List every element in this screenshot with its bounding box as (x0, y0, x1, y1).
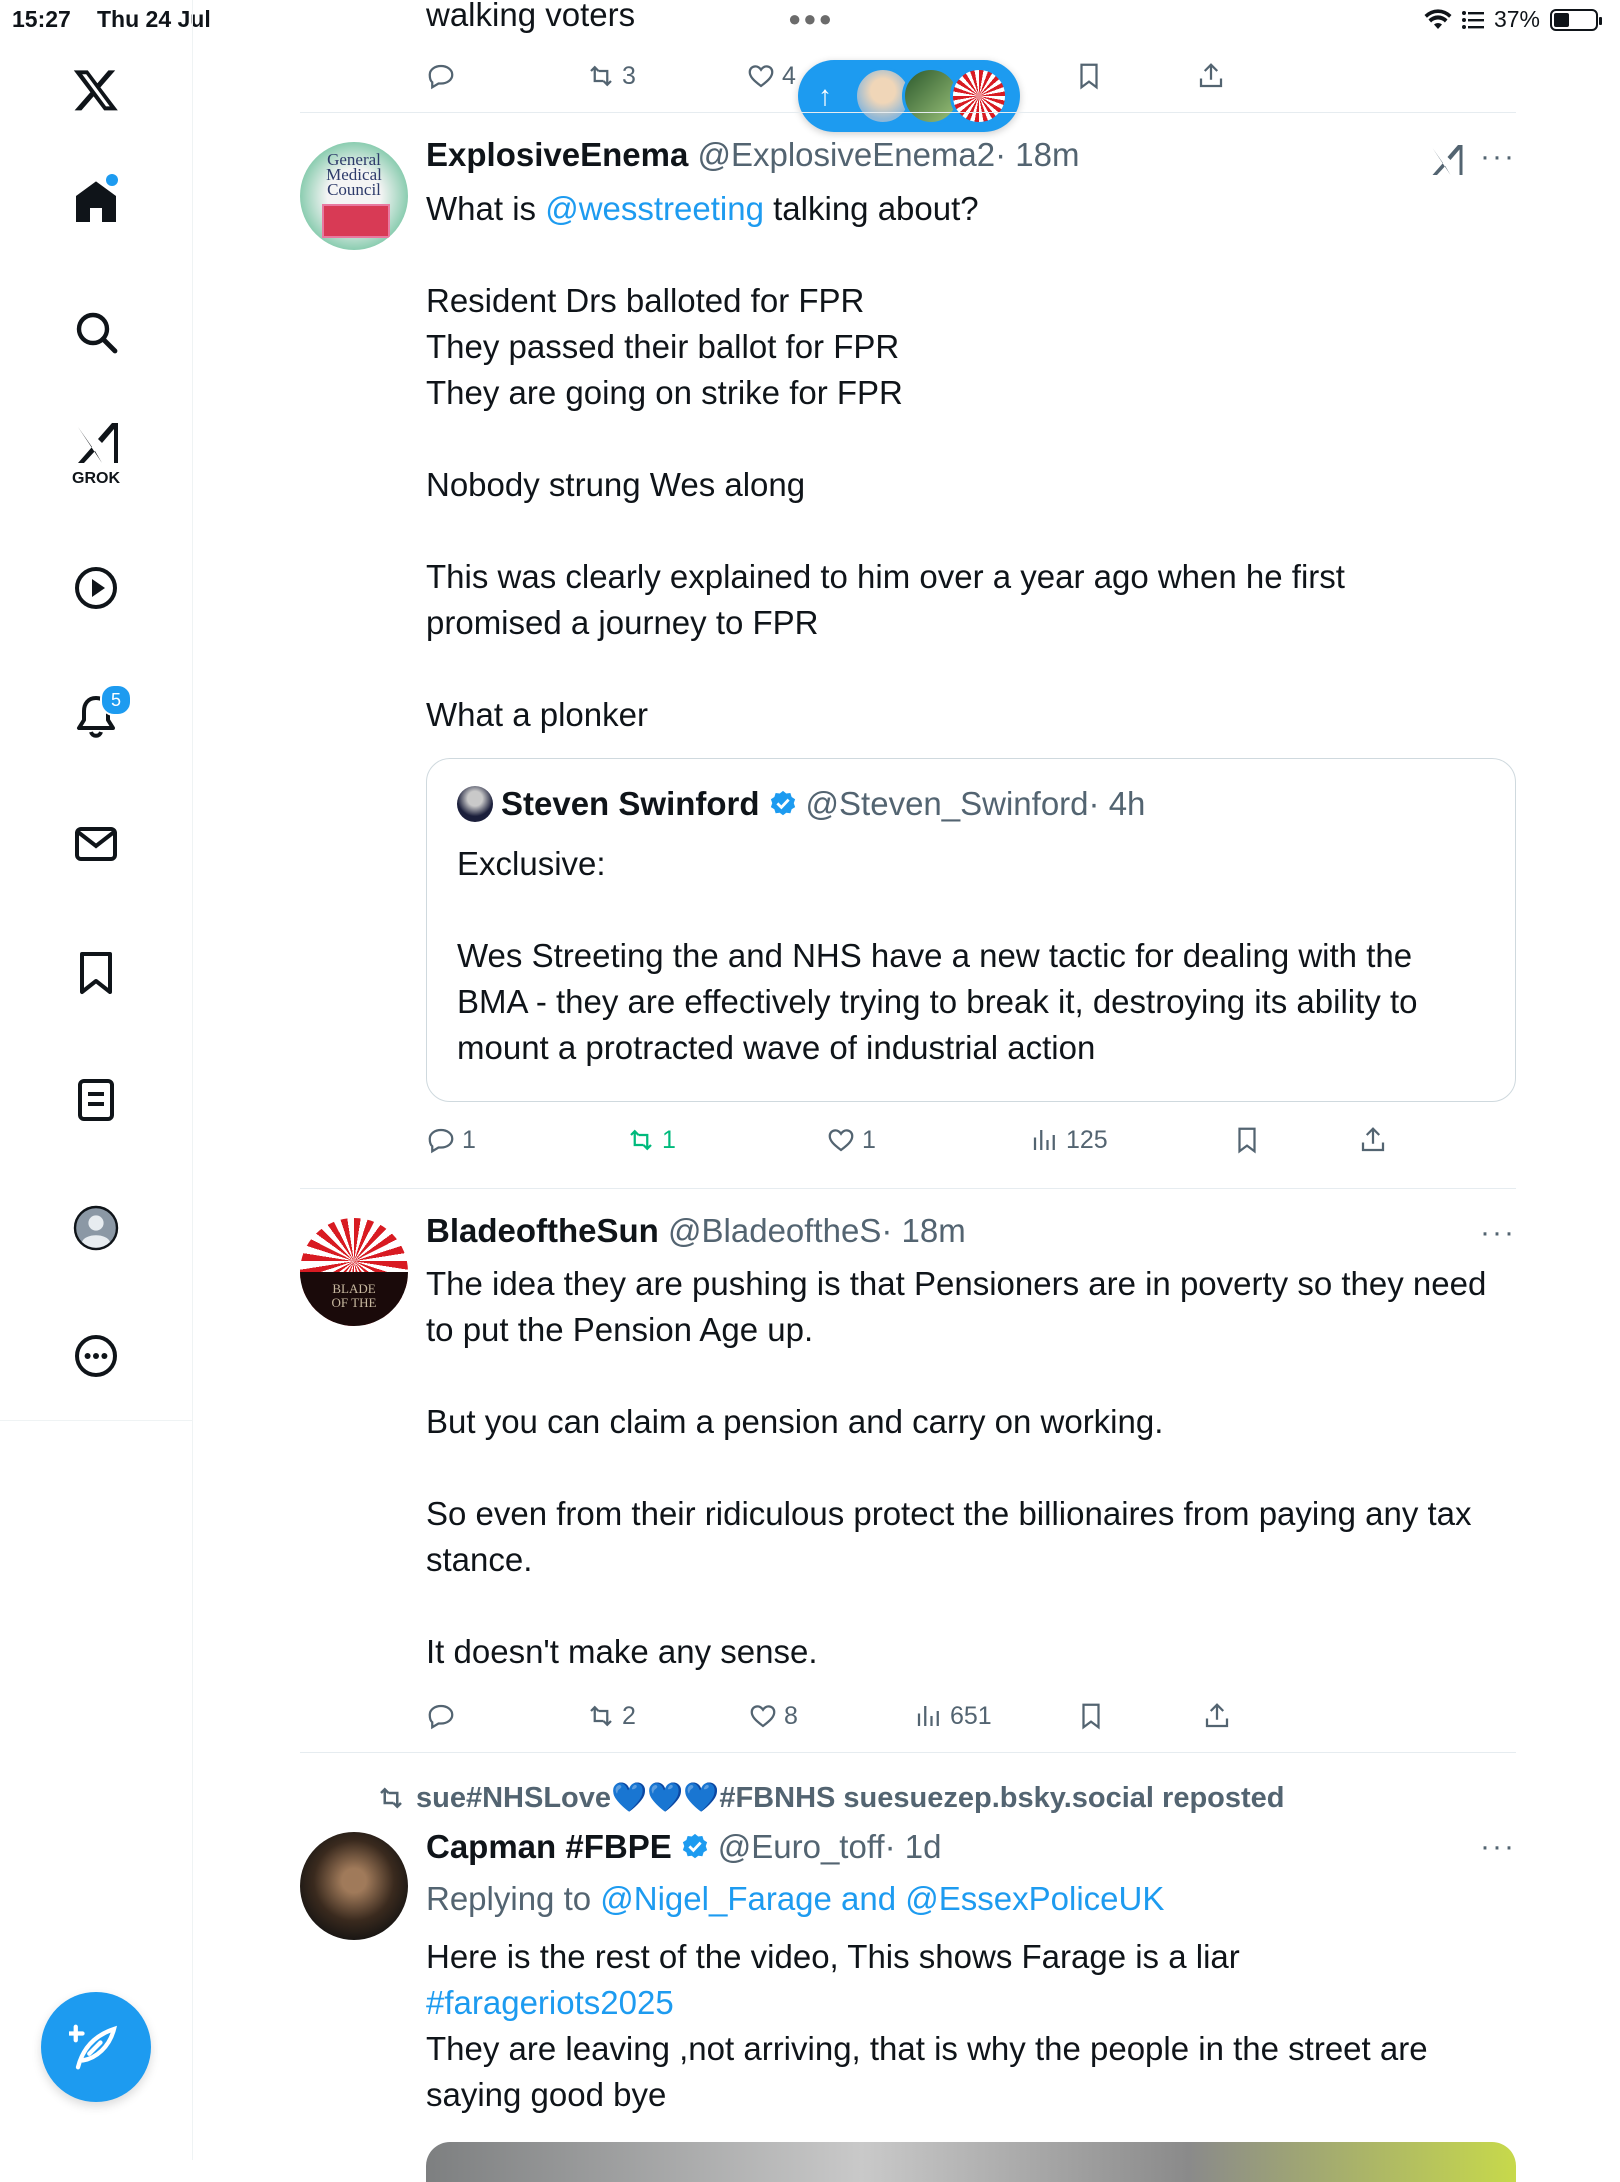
grok-icon (72, 419, 120, 467)
verified-icon (680, 1832, 710, 1862)
post-text: Here is the rest of the video, This shows Farage is a liar (426, 1938, 1240, 1975)
more-icon (72, 1332, 120, 1380)
quote-body (457, 841, 1497, 1071)
mention-link[interactable]: @wesstreeting (545, 190, 764, 227)
share-icon (1196, 61, 1226, 91)
like-count: 1 (862, 1125, 876, 1154)
top-post-actions (426, 56, 1516, 96)
status-right (1424, 6, 1598, 33)
share-button[interactable] (1196, 61, 1226, 91)
bookmark-icon (72, 948, 120, 996)
reply-icon (426, 61, 456, 91)
handle[interactable]: @ExplosiveEnema2 (697, 136, 996, 173)
reposted-by-label[interactable]: sue#NHSLove💙💙💙#FBNHS suesuezep.bsky.social reposted (416, 1782, 1285, 1814)
post-text: They passed their ballot for FPR (426, 328, 900, 365)
like-button[interactable] (826, 1125, 876, 1155)
avatar[interactable] (300, 142, 408, 250)
post-text: So even from their ridiculous protect the billionaires from paying any tax (426, 1495, 1472, 1532)
post-body (426, 1261, 1516, 1675)
battery-percent: 37% (1493, 6, 1540, 32)
arrow-up-icon: ↑ (818, 80, 832, 111)
display-name[interactable]: BladeoftheSun (426, 1212, 659, 1249)
avatar-text-line: OF THE (331, 1295, 377, 1310)
grok-explain-button[interactable] (1428, 142, 1464, 183)
compose-button[interactable] (41, 1992, 151, 2102)
nav-grok[interactable] (56, 412, 136, 492)
post-body (426, 186, 1516, 738)
share-icon (1358, 1125, 1388, 1155)
profile-icon (72, 1204, 120, 1252)
views-icon (914, 1701, 944, 1731)
timestamp[interactable]: · 18m (881, 1212, 966, 1249)
post-text: This was clearly explained to him over a year ago when he first (426, 558, 1345, 595)
lists-icon (72, 1076, 120, 1124)
mail-icon (72, 820, 120, 868)
views-count: 651 (950, 1701, 992, 1730)
status-date: Thu 24 Jul (97, 6, 211, 32)
battery-fill (1554, 13, 1569, 27)
sidebar (0, 0, 193, 2160)
retweet-count: 1 (662, 1125, 676, 1154)
retweet-icon (586, 1701, 616, 1731)
x-logo-icon (72, 66, 120, 114)
views-count: 125 (1066, 1125, 1108, 1154)
more-options-icon[interactable]: ··· (1480, 1216, 1516, 1249)
retweet-icon (376, 1783, 406, 1813)
post-text: They are leaving ,not arriving, that is why the people in the street are (426, 2030, 1428, 2067)
post-header (426, 1828, 941, 1866)
reply-icon (426, 1701, 456, 1731)
bookmark-icon (1076, 1701, 1106, 1731)
quote-header (457, 785, 1145, 823)
quote-text: BMA - they are effectively trying to break it, destroying its ability to (457, 983, 1418, 1020)
avatar[interactable] (300, 1218, 408, 1326)
like-icon (746, 61, 776, 91)
repost-banner (376, 1781, 1285, 1815)
post-divider (300, 1188, 1516, 1189)
post-text: talking about? (763, 190, 979, 227)
quote-handle[interactable]: @Steven_Swinford (805, 785, 1089, 822)
multitasking-dots-icon[interactable]: ●●● (788, 6, 834, 31)
like-count: 4 (782, 61, 796, 90)
reply-button[interactable] (426, 1125, 476, 1155)
post1-actions (426, 1120, 1516, 1160)
bookmark-icon (1074, 61, 1104, 91)
home-unread-dot (106, 174, 118, 186)
nav-notifications[interactable] (56, 676, 136, 756)
bookmark-button[interactable] (1076, 1701, 1106, 1731)
post-divider (300, 1752, 1516, 1753)
more-options-icon[interactable]: ··· (1480, 140, 1516, 173)
quote-text: Exclusive: (457, 845, 606, 882)
timestamp[interactable]: · 1d (884, 1828, 942, 1865)
nav-bookmarks[interactable] (56, 932, 136, 1012)
video-icon (72, 564, 120, 612)
quote-avatar[interactable] (457, 786, 493, 822)
retweet-count: 3 (622, 61, 636, 90)
avatar-text-line: Council (327, 180, 381, 199)
quote-text: mount a protracted wave of industrial action (457, 1029, 1096, 1066)
nav-more[interactable] (56, 1316, 136, 1396)
like-icon (826, 1125, 856, 1155)
compose-icon (69, 2020, 123, 2074)
share-button[interactable] (1358, 1125, 1388, 1155)
post-text: The idea they are pushing is that Pensioners are in poverty so they need (426, 1265, 1487, 1302)
handle[interactable]: @Euro_toff (717, 1828, 885, 1865)
reply-button[interactable] (426, 61, 456, 91)
quote-display-name[interactable]: Steven Swinford (501, 785, 760, 822)
post-text: They are going on strike for FPR (426, 374, 903, 411)
views-icon (1030, 1125, 1060, 1155)
avatar-text-line: General (327, 150, 381, 169)
post2-actions (426, 1696, 1516, 1736)
post-divider (300, 112, 1516, 113)
post-text: Nobody strung Wes along (426, 466, 806, 503)
search-icon (72, 308, 120, 356)
nav-messages[interactable] (56, 804, 136, 884)
nav-lists[interactable] (56, 1060, 136, 1140)
sidebar-separator (0, 1420, 192, 1421)
hashtag-link[interactable]: #farageriots2025 (426, 1984, 674, 2021)
bookmark-icon (1232, 1125, 1262, 1155)
retweet-icon (586, 61, 616, 91)
orientation-lock-icon (1462, 10, 1484, 30)
like-count: 8 (784, 1701, 798, 1730)
bookmark-button[interactable] (1232, 1125, 1262, 1155)
retweet-button[interactable] (586, 61, 636, 91)
post-text: It doesn't make any sense. (426, 1633, 818, 1670)
reply-button[interactable] (426, 1701, 456, 1731)
replying-to (426, 1876, 1164, 1922)
reply-count: 1 (462, 1125, 476, 1154)
like-icon (748, 1701, 778, 1731)
notifications-badge: 5 (100, 684, 132, 716)
post-text: What is (426, 190, 546, 227)
more-options-icon[interactable]: ··· (1480, 1830, 1516, 1863)
like-button[interactable] (746, 61, 796, 91)
post-text: promised a journey to FPR (426, 604, 819, 641)
post-header (426, 1212, 966, 1250)
video-thumbnail[interactable] (426, 2142, 1516, 2182)
share-icon (1202, 1701, 1232, 1731)
avatar-text-line: Medical (326, 165, 382, 184)
views-button[interactable] (914, 1701, 992, 1731)
x-logo-button[interactable] (56, 50, 136, 130)
quote-tweet[interactable] (426, 758, 1516, 1102)
top-post-text: walking voters (426, 0, 636, 33)
grok-label: GROK (72, 470, 120, 487)
avatar-text-line: BLADE (332, 1281, 376, 1296)
post-text: stance. (426, 1541, 533, 1578)
nav-video[interactable] (56, 548, 136, 628)
views-button[interactable] (1030, 1125, 1108, 1155)
display-name[interactable]: Capman #FBPE (426, 1828, 672, 1865)
reply-icon (426, 1125, 456, 1155)
post-text: saying good bye (426, 2076, 667, 2113)
replying-to-label: Replying to (426, 1880, 601, 1917)
replying-to-links[interactable]: @Nigel_Farage and @EssexPoliceUK (600, 1880, 1165, 1917)
display-name[interactable]: ExplosiveEnema (426, 136, 689, 173)
retweet-count: 2 (622, 1701, 636, 1730)
nav-profile[interactable] (56, 1188, 136, 1268)
post-text: What a plonker (426, 696, 648, 733)
handle[interactable]: @BladeoftheS (668, 1212, 882, 1249)
avatar[interactable] (300, 1832, 408, 1940)
verified-icon (768, 789, 798, 819)
nav-search[interactable] (56, 292, 136, 372)
quote-text: Wes Streeting the and NHS have a new tactic for dealing with the (457, 937, 1413, 974)
bookmark-button[interactable] (1074, 61, 1104, 91)
status-bar (0, 0, 1620, 40)
timestamp[interactable]: · 18m (995, 136, 1080, 173)
avatar-graphic (322, 204, 390, 238)
post-body (426, 1934, 1516, 2118)
grok-icon (1428, 142, 1464, 178)
battery-icon (1550, 9, 1598, 31)
quote-timestamp: · 4h (1088, 785, 1146, 822)
status-time: 15:27 (12, 6, 71, 32)
post-header (426, 136, 1079, 174)
like-button[interactable] (748, 1701, 798, 1731)
share-button[interactable] (1202, 1701, 1232, 1731)
retweet-icon (626, 1125, 656, 1155)
nav-home[interactable] (56, 162, 136, 242)
post-text: Resident Drs balloted for FPR (426, 282, 865, 319)
retweet-button[interactable] (586, 1701, 636, 1731)
post-text: to put the Pension Age up. (426, 1311, 814, 1348)
retweet-button[interactable] (626, 1125, 676, 1155)
wifi-icon (1424, 9, 1452, 31)
post-text: But you can claim a pension and carry on working. (426, 1403, 1164, 1440)
